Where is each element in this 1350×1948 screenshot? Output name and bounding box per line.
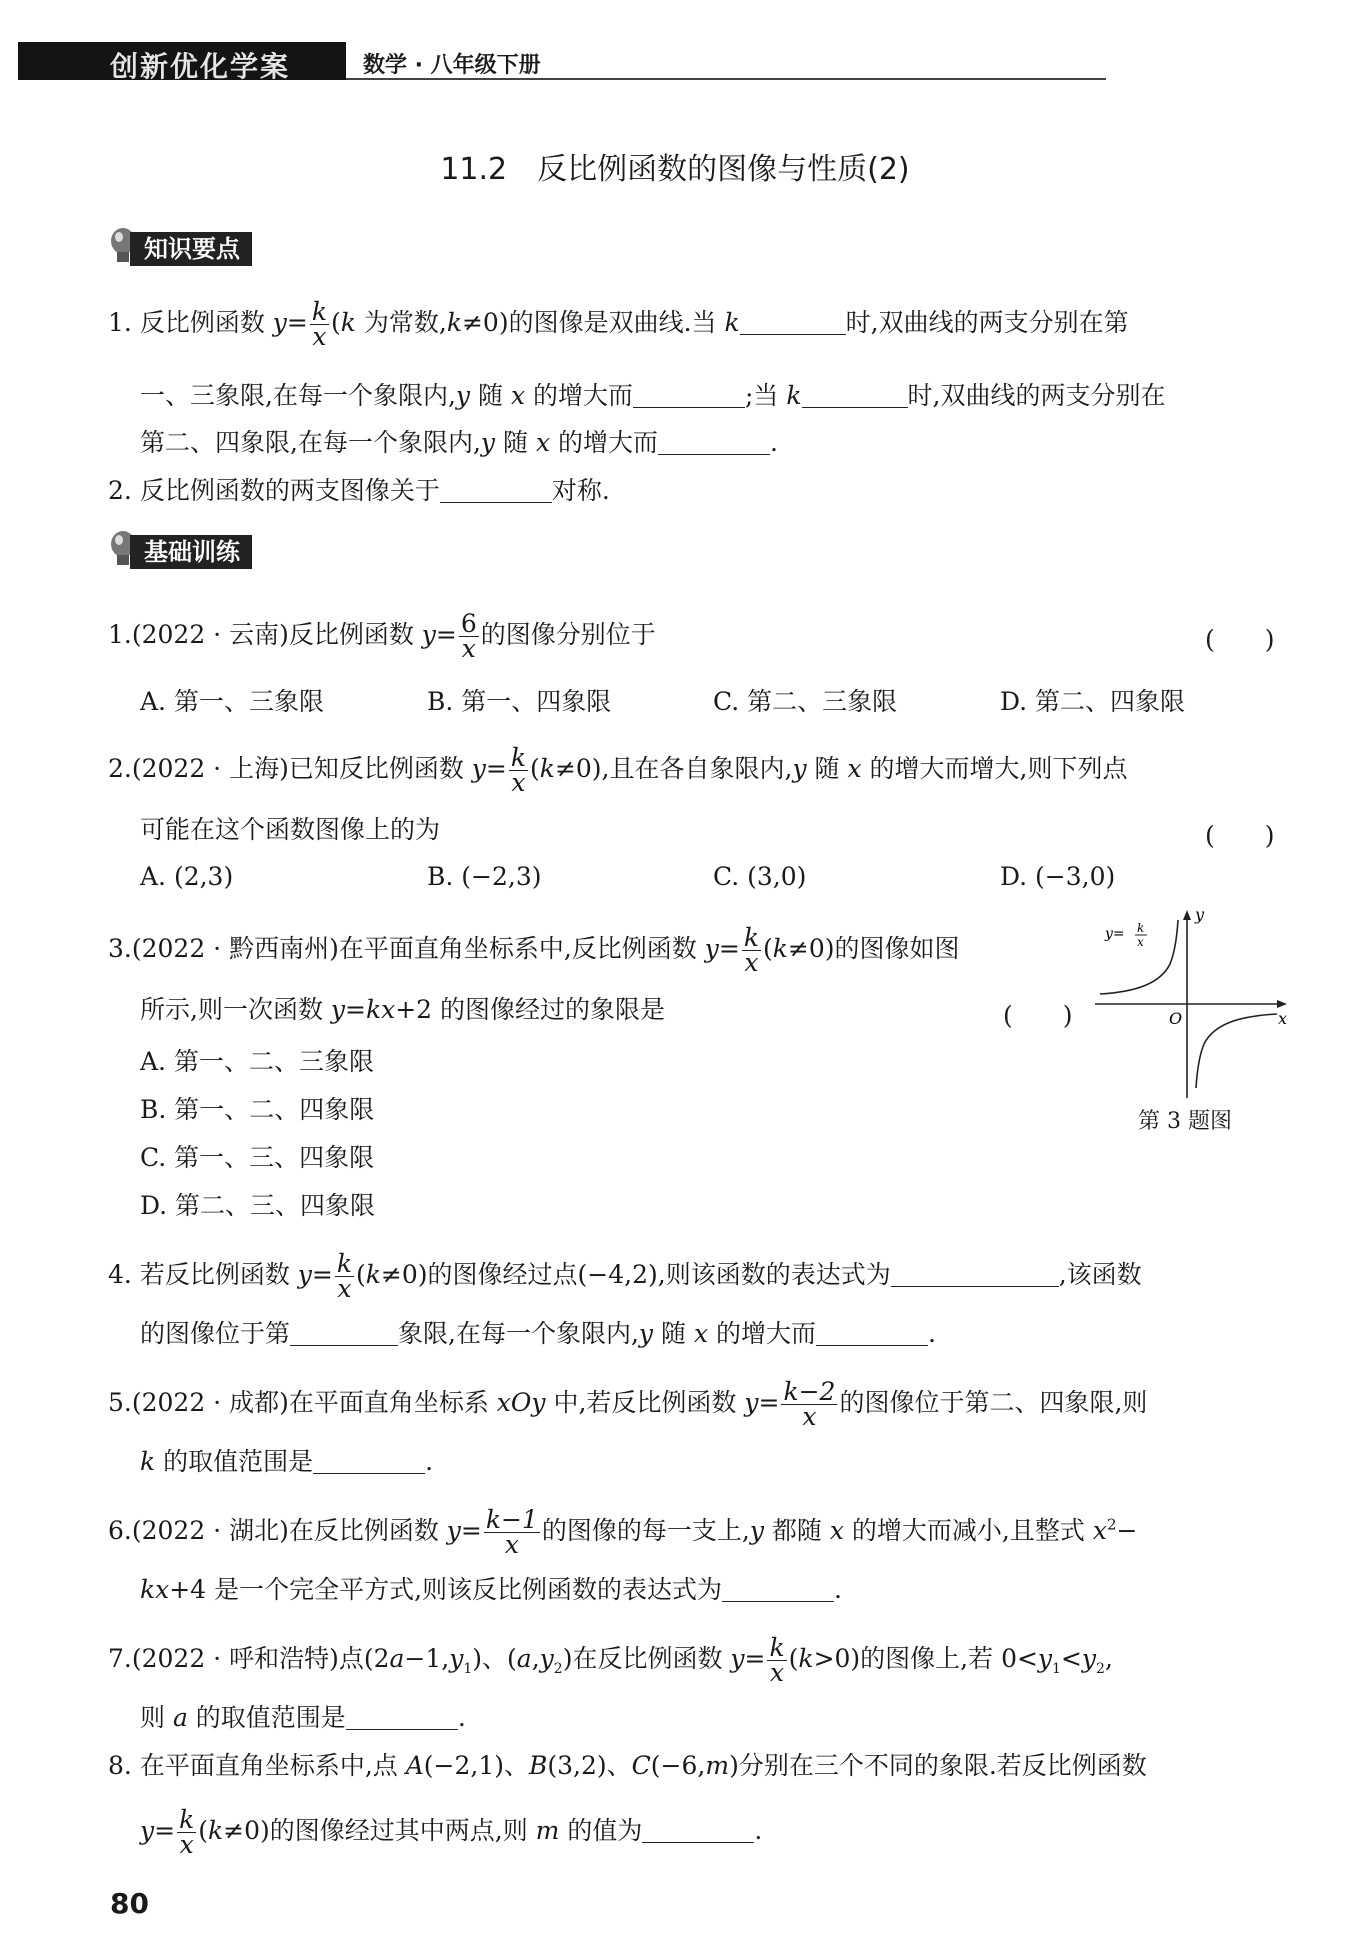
basic-q4-line1: 4. 若反比例函数 y= $\frac{k}{x}$ (k≠0)的图像经过点(−4,2),则该函数的表达式为 ,该函数 bbox=[108, 1249, 1142, 1303]
page-number: 80 bbox=[110, 1887, 149, 1920]
basic-q5-line1: 5.(2022 · 成都)在平面直角坐标系 xOy 中,若反比例函数 y= $\frac{k-2}{x}$ 的图像位于第二、四象限,则 bbox=[108, 1377, 1148, 1431]
answer-blank[interactable] bbox=[440, 478, 552, 503]
option-a[interactable]: A. 第一、二、三象限 bbox=[140, 1047, 374, 1076]
basic-q8-line1: 8. 在平面直角坐标系中,点 A(−2,1)、B(3,2)、C(−6,m)分别在三个不同的象限.若反比例函数 bbox=[108, 1751, 1147, 1780]
answer-blank[interactable] bbox=[658, 430, 770, 455]
option-c[interactable]: C. 第二、三象限 bbox=[713, 687, 898, 716]
answer-paren[interactable]: ( ) bbox=[1205, 625, 1275, 654]
basic-q4-line2: 的图像位于第 象限,在每一个象限内,y 随 x 的增大而 . bbox=[140, 1319, 936, 1348]
curve-label: y= bbox=[1105, 926, 1125, 942]
option-a[interactable]: A. (2,3) bbox=[140, 862, 234, 891]
basic-q6-line2: kx+4 是一个完全平方式,则该反比例函数的表达式为 . bbox=[140, 1575, 842, 1604]
knowledge-q1-line2: 一、三象限,在每一个象限内,y 随 x 的增大而 ;当 k 时,双曲线的两支分别在 bbox=[140, 381, 1166, 410]
hyperbola-figure bbox=[1095, 908, 1295, 1098]
y-axis-label: y bbox=[1195, 908, 1205, 924]
knowledge-q2: 2. 反比例函数的两支图像关于 对称. bbox=[108, 476, 610, 505]
basic-q7-line2: 则 a 的取值范围是 . bbox=[140, 1703, 466, 1732]
header-brand: 创新优化学案 bbox=[110, 50, 291, 83]
answer-blank[interactable] bbox=[722, 1577, 834, 1602]
answer-blank[interactable] bbox=[346, 1705, 458, 1730]
option-c[interactable]: C. (3,0) bbox=[713, 862, 807, 891]
knowledge-q1-line1: 1. 反比例函数 y= $\frac{k}{x}$ (k 为常数,k≠0)的图像是双曲线.当 k 时,双曲线的两支分别在第 bbox=[108, 297, 1129, 351]
option-b[interactable]: B. 第一、四象限 bbox=[427, 687, 612, 716]
option-d[interactable]: D. 第二、三、四象限 bbox=[140, 1191, 376, 1220]
basic-q1: 1.(2022 · 云南)反比例函数 y= $\frac{6}{x}$ 的图像分别位于 bbox=[108, 609, 656, 663]
answer-paren[interactable]: ( ) bbox=[1205, 821, 1275, 850]
section-label: 基础训练 bbox=[130, 535, 252, 569]
answer-blank[interactable] bbox=[802, 383, 908, 408]
basic-q3-line2: 所示,则一次函数 y=kx+2 的图像经过的象限是 bbox=[140, 995, 666, 1024]
answer-blank[interactable] bbox=[740, 310, 846, 335]
option-d[interactable]: D. 第二、四象限 bbox=[1000, 687, 1186, 716]
answer-paren[interactable]: ( ) bbox=[1003, 1001, 1073, 1030]
basic-q2-line1: 2.(2022 · 上海)已知反比例函数 y= $\frac{k}{x}$ (k≠0),且在各自象限内,y 随 x 的增大而增大,则下列点 bbox=[108, 743, 1128, 797]
x-axis-arrow bbox=[1277, 1000, 1287, 1008]
y-axis-arrow bbox=[1183, 910, 1191, 920]
basic-q3-line1: 3.(2022 · 黔西南州)在平面直角坐标系中,反比例函数 y= $\frac{k}{x}$ (k≠0)的图像如图 bbox=[108, 923, 960, 977]
basic-q7-line1: 7.(2022 · 呼和浩特)点$(2a-1,y_1)$、$(a,y_2)$在反比例函数 y= $\frac{k}{x}$ (k>0)的图像上,若 $0<y_1<y_2$, bbox=[108, 1633, 1113, 1687]
option-b[interactable]: B. 第一、二、四象限 bbox=[140, 1095, 375, 1124]
answer-blank[interactable] bbox=[633, 383, 745, 408]
basic-q5-line2: k 的取值范围是 . bbox=[140, 1447, 434, 1476]
basic-q8-line2: y= $\frac{k}{x}$ (k≠0)的图像经过其中两点,则 m 的值为 . bbox=[140, 1805, 763, 1859]
origin-label: O bbox=[1169, 1009, 1183, 1028]
option-d[interactable]: D. (−3,0) bbox=[1000, 862, 1116, 891]
section-label: 知识要点 bbox=[130, 232, 252, 266]
curve-label-num: k bbox=[1137, 921, 1145, 935]
x-axis-label: x bbox=[1278, 1009, 1288, 1028]
knowledge-q1-line3: 第二、四象限,在每一个象限内,y 随 x 的增大而 . bbox=[140, 428, 778, 457]
header-rule bbox=[346, 78, 1106, 80]
answer-blank[interactable] bbox=[891, 1262, 1059, 1287]
hyperbola-branch-4 bbox=[1196, 1014, 1277, 1088]
option-b[interactable]: B. (−2,3) bbox=[427, 862, 542, 891]
page-title: 11.2 反比例函数的图像与性质(2) bbox=[440, 152, 910, 187]
answer-blank[interactable] bbox=[313, 1449, 425, 1474]
header-subject: 数学 · 八年级下册 bbox=[363, 53, 541, 78]
curve-label-den: x bbox=[1137, 935, 1144, 949]
answer-blank[interactable] bbox=[642, 1818, 754, 1843]
option-a[interactable]: A. 第一、三象限 bbox=[140, 687, 324, 716]
answer-blank[interactable] bbox=[816, 1321, 928, 1346]
basic-q2-line2: 可能在这个函数图像上的为 bbox=[140, 815, 441, 844]
basic-q6-line1: 6.(2022 · 湖北)在反比例函数 y= $\frac{k-1}{x}$ 的图像的每一支上,y 都随 x 的增大而减小,且整式 $x^2-$ bbox=[108, 1505, 1138, 1559]
page-header bbox=[18, 42, 1068, 83]
answer-blank[interactable] bbox=[290, 1321, 398, 1346]
figure-caption: 第 3 题图 bbox=[1138, 1109, 1232, 1134]
option-c[interactable]: C. 第一、三、四象限 bbox=[140, 1143, 375, 1172]
